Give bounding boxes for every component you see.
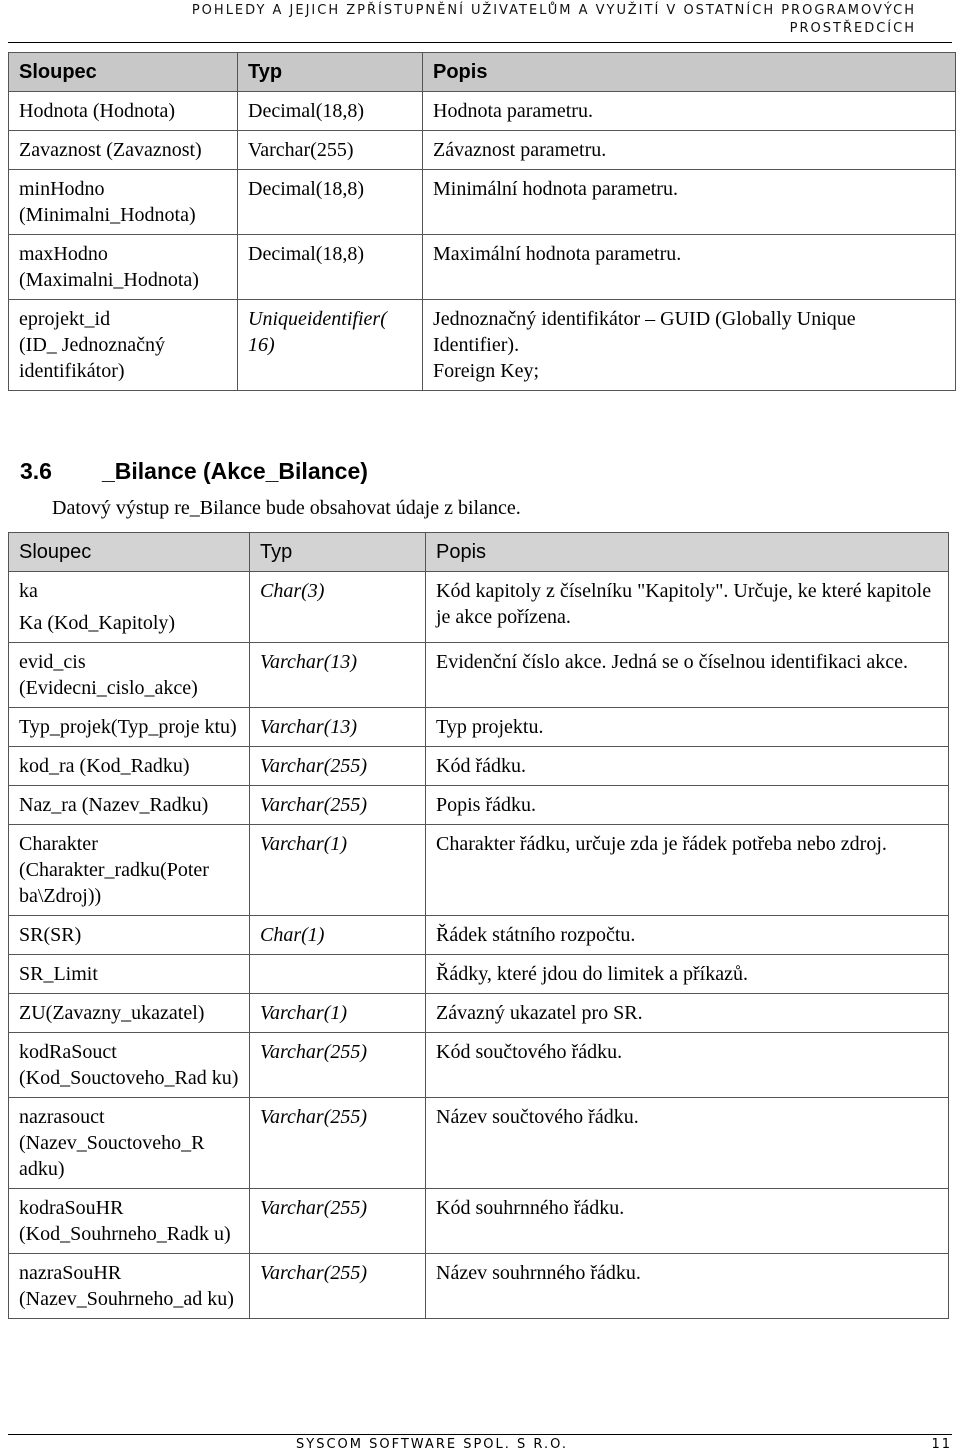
table-row — [9, 572, 949, 643]
cell-column: nazraSouHR (Nazev_Souhrneho_ad ku) — [9, 1254, 250, 1319]
cell-column: SR_Limit — [9, 955, 250, 994]
table-row — [9, 643, 949, 708]
cell-column: Charakter (Charakter_radku(Poter ba\Zdroj)) — [9, 825, 250, 916]
cell-description: Závaznost parametru. — [423, 131, 956, 170]
footer-rule — [8, 1434, 952, 1435]
cell-type: Char(1) — [250, 916, 426, 955]
cell-type: Decimal(18,8) — [238, 92, 423, 131]
cell-column: kodraSouHR (Kod_Souhrneho_Radk u) — [9, 1189, 250, 1254]
cell-type: Varchar(1) — [250, 825, 426, 916]
table-row — [9, 1189, 949, 1254]
cell-description: Evidenční číslo akce. Jedná se o číselnou identifikaci akce. — [426, 643, 949, 708]
cell-description: Minimální hodnota parametru. — [423, 170, 956, 235]
cell-description: Charakter řádku, určuje zda je řádek potřeba nebo zdroj. — [426, 825, 949, 916]
table-row — [9, 916, 949, 955]
page-number: 11 — [931, 1437, 952, 1452]
cell-description: Řádky, které jdou do limitek a příkazů. — [426, 955, 949, 994]
table-row — [9, 994, 949, 1033]
table-row — [9, 92, 956, 131]
cell-description: Kód řádku. — [426, 747, 949, 786]
cell-type: Uniqueidentifier( 16) — [238, 300, 423, 391]
cell-description: Kód kapitoly z číselníku "Kapitoly". Určuje, ke které kapitole je akce pořízena. — [426, 572, 949, 643]
cell-type: Char(3) — [250, 572, 426, 643]
table-row — [9, 955, 949, 994]
cell-column-name: eprojekt_id — [19, 308, 111, 330]
cell-type: Varchar(13) — [250, 708, 426, 747]
cell-type: Varchar(255) — [250, 1189, 426, 1254]
cell-description-line: Jednoznačný identifikátor – GUID (Globally Unique Identifier). — [433, 308, 856, 356]
cell-column: nazrasouct (Nazev_Souctoveho_R adku) — [9, 1098, 250, 1189]
cell-type: Varchar(255) — [250, 786, 426, 825]
header-rule — [8, 42, 952, 43]
parameters-table — [8, 52, 956, 391]
cell-column — [9, 572, 250, 643]
header-popis: Popis — [426, 533, 949, 572]
section-number: 3.6 — [20, 458, 52, 484]
cell-description: Název součtového řádku. — [426, 1098, 949, 1189]
cell-column-detail: (ID_ Jednoznačný identifikátor) — [19, 334, 166, 382]
cell-description: Název souhrnného řádku. — [426, 1254, 949, 1319]
cell-type: Varchar(13) — [250, 643, 426, 708]
cell-column: kod_ra (Kod_Radku) — [9, 747, 250, 786]
table-row — [9, 825, 949, 916]
header-popis: Popis — [423, 53, 956, 92]
table-header-row — [9, 53, 956, 92]
header-typ: Typ — [238, 53, 423, 92]
footer-company: SYSCOM SOFTWARE SPOL. S R.O. — [296, 1437, 568, 1452]
table-row — [9, 1254, 949, 1319]
table-row — [9, 786, 949, 825]
cell-description: Hodnota parametru. — [423, 92, 956, 131]
cell-description: Závazný ukazatel pro SR. — [426, 994, 949, 1033]
cell-column: SR(SR) — [9, 916, 250, 955]
cell-type: Varchar(1) — [250, 994, 426, 1033]
table-row — [9, 1033, 949, 1098]
header-typ: Typ — [250, 533, 426, 572]
cell-type: Decimal(18,8) — [238, 170, 423, 235]
cell-column: Typ_projek(Typ_proje ktu) — [9, 708, 250, 747]
cell-column-name: ka — [19, 580, 38, 602]
cell-column: Zavaznost (Zavaznost) — [9, 131, 238, 170]
table-row — [9, 300, 956, 391]
table-row — [9, 170, 956, 235]
cell-column: minHodno (Minimalni_Hodnota) — [9, 170, 238, 235]
cell-column: ZU(Zavazny_ukazatel) — [9, 994, 250, 1033]
cell-description: Kód součtového řádku. — [426, 1033, 949, 1098]
table-row — [9, 747, 949, 786]
cell-type: Decimal(18,8) — [238, 235, 423, 300]
cell-column: Hodnota (Hodnota) — [9, 92, 238, 131]
cell-type: Varchar(255) — [250, 747, 426, 786]
running-header: POHLEDY A JEJICH ZPŘÍSTUPNĚNÍ UŽIVATELŮM A VYUŽITÍ V OSTATNÍCH PROGRAMOVÝCH PROSTŘEDCÍCH — [191, 3, 916, 36]
cell-type: Varchar(255) — [250, 1254, 426, 1319]
cell-description: Řádek státního rozpočtu. — [426, 916, 949, 955]
cell-description-line: Foreign Key; — [433, 360, 540, 382]
cell-column: kodRaSouct (Kod_Souctoveho_Rad ku) — [9, 1033, 250, 1098]
table-row — [9, 1098, 949, 1189]
cell-type: Varchar(255) — [250, 1098, 426, 1189]
table-row — [9, 131, 956, 170]
section-heading — [20, 458, 368, 485]
cell-description — [423, 300, 956, 391]
cell-type: Varchar(255) — [250, 1033, 426, 1098]
cell-column: evid_cis (Evidecni_cislo_akce) — [9, 643, 250, 708]
cell-type: Varchar(255) — [238, 131, 423, 170]
cell-column — [9, 300, 238, 391]
table-row — [9, 235, 956, 300]
header-sloupec: Sloupec — [9, 53, 238, 92]
cell-description: Maximální hodnota parametru. — [423, 235, 956, 300]
cell-description: Popis řádku. — [426, 786, 949, 825]
cell-column: maxHodno (Maximalni_Hodnota) — [9, 235, 238, 300]
cell-description: Kód souhrnného řádku. — [426, 1189, 949, 1254]
cell-column-detail: Ka (Kod_Kapitoly) — [19, 612, 176, 634]
table-header-row — [9, 533, 949, 572]
cell-description: Typ projektu. — [426, 708, 949, 747]
cell-column: Naz_ra (Nazev_Radku) — [9, 786, 250, 825]
table-row — [9, 708, 949, 747]
bilance-table — [8, 532, 949, 1319]
cell-type — [250, 955, 426, 994]
section-intro: Datový výstup re_Bilance bude obsahovat údaje z bilance. — [52, 497, 521, 519]
section-title: _Bilance (Akce_Bilance) — [102, 458, 368, 484]
header-sloupec: Sloupec — [9, 533, 250, 572]
